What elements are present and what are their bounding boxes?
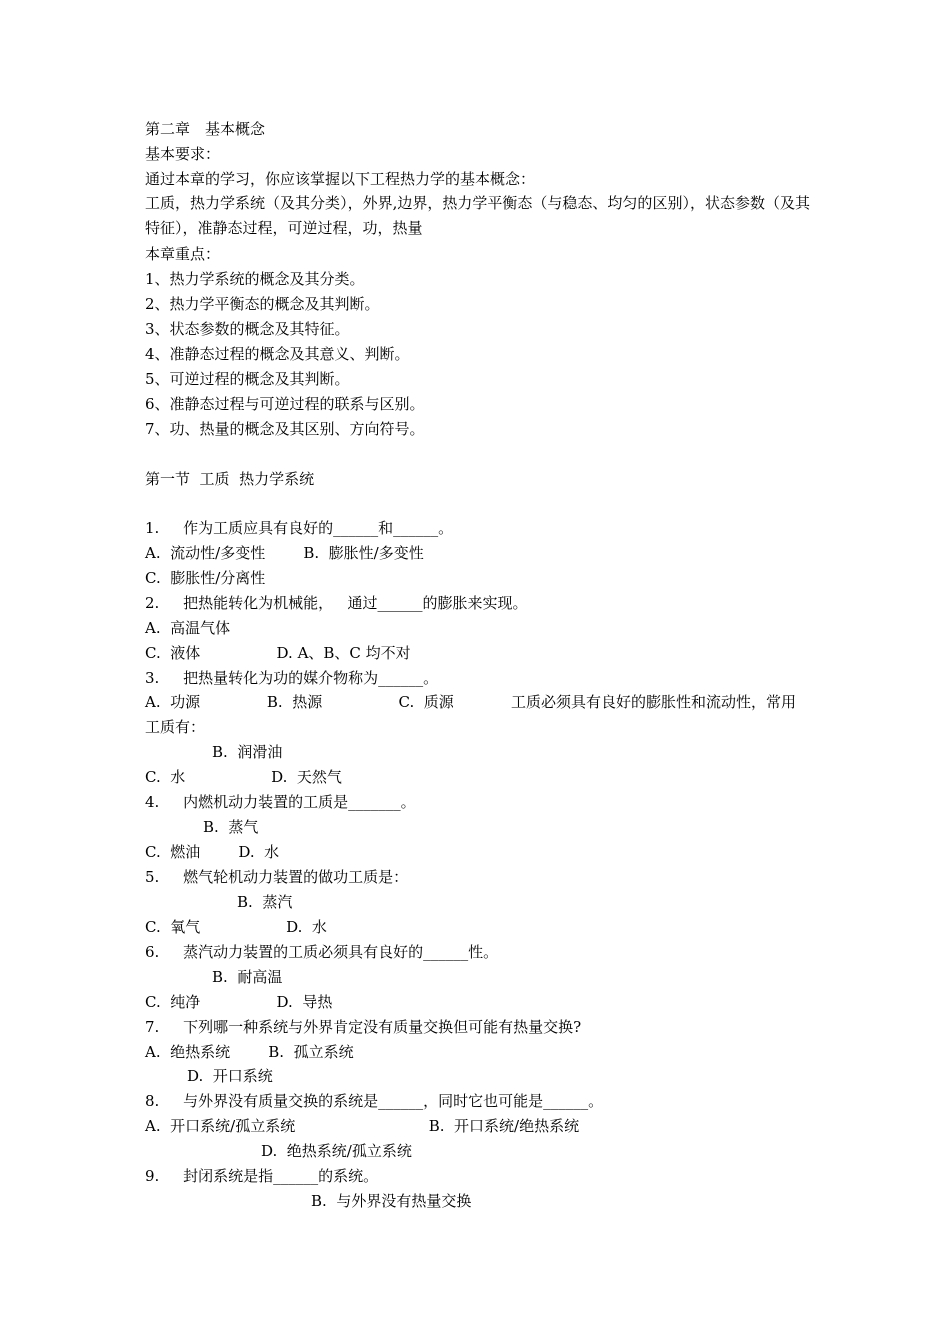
question-options: B. 耐高温 [212,968,283,986]
key-point-item: 4、准静态过程的概念及其意义、判断。 [145,345,410,363]
question-stem: 6. 蒸汽动力装置的工质必须具有良好的______性。 [145,943,499,961]
question-options: A. 高温气体 [145,619,231,637]
question-stem: 7. 下列哪一种系统与外界肯定没有质量交换但可能有热量交换? [145,1018,582,1036]
key-point-item: 1、热力学系统的概念及其分类。 [145,270,365,288]
question-options: C. 膨胀性/分离性 [145,569,266,587]
question-options: B. 蒸气 [203,818,259,836]
question-options: C. 氧气 D. 水 [145,918,327,936]
key-point-item: 7、功、热量的概念及其区别、方向符号。 [145,420,425,438]
key-point-item: 6、准静态过程与可逆过程的联系与区别。 [145,395,425,413]
question-options: D. 开口系统 [187,1067,273,1085]
question-options: A. 绝热系统 B. 孤立系统 [145,1043,354,1061]
question-options: C. 液体 D. A、B、C 均不对 [145,644,411,662]
concepts-paragraph: 工质，热力学系统（及其分类），外界,边界，热力学平衡态（与稳态、均匀的区别），状态参数（及其特征），准静态过程，可逆过程，功，热量 [145,194,810,237]
question-options: A. 流动性/多变性 B. 膨胀性/多变性 [145,544,424,562]
question-options: B. 蒸汽 [237,893,293,911]
question-options: C. 纯净 D. 导热 [145,993,333,1011]
question-stem: 3. 把热量转化为功的媒介物称为______。 [145,669,439,687]
intro-text: 通过本章的学习，你应该掌握以下工程热力学的基本概念： [145,170,536,188]
key-point-item: 5、可逆过程的概念及其判断。 [145,370,350,388]
question-options: B. 与外界没有热量交换 [311,1192,472,1210]
question-options: B. 润滑油 [212,743,283,761]
question-stem: 1. 作为工质应具有良好的______和______。 [145,519,454,537]
question-options: C. 燃油 D. 水 [145,843,280,861]
section-title: 第一节 工质 热力学系统 [145,470,315,488]
question-stem: 9. 封闭系统是指______的系统。 [145,1167,379,1185]
key-point-item: 3、状态参数的概念及其特征。 [145,320,350,338]
question-stem: 8. 与外界没有质量交换的系统是______，同时它也可能是______。 [145,1092,604,1110]
question-options: A. 功源 B. 热源 C. 质源 工质必须具有良好的膨胀性和流动性，常用 [145,693,796,711]
question-options: 工质有： [145,718,206,736]
requirements-heading: 基本要求： [145,145,221,163]
key-points-heading: 本章重点： [145,245,221,263]
question-stem: 4. 内燃机动力装置的工质是_______。 [145,793,416,811]
question-stem: 5. 燃气轮机动力装置的做功工质是： [145,868,409,886]
question-options: D. 绝热系统/孤立系统 [261,1142,412,1160]
chapter-title: 第二章 基本概念 [145,120,266,138]
question-stem: 2. 把热能转化为机械能， 通过______的膨胀来实现。 [145,594,528,612]
question-options: C. 水 D. 天然气 [145,768,342,786]
question-options: A. 开口系统/孤立系统 B. 开口系统/绝热系统 [145,1117,580,1135]
key-point-item: 2、热力学平衡态的概念及其判断。 [145,295,380,313]
